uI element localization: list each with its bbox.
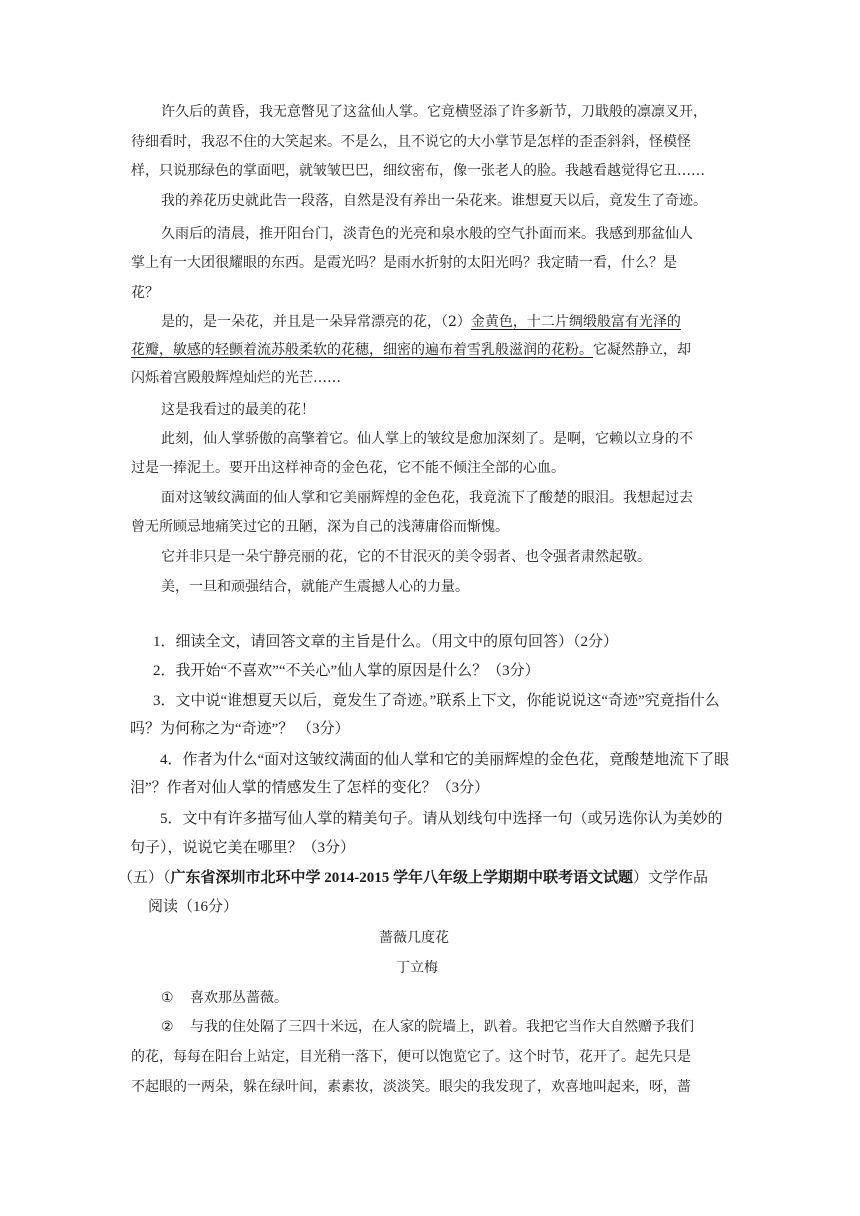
section-5-suffix: ）文学作品 <box>633 870 709 886</box>
section-5-prefix: （五）（ <box>118 870 171 886</box>
passage-p3-line2: 掌上有一大团很耀眼的东西。是霞光吗？是雨水折射的太阳光吗？我定睛一看，什么？是 <box>131 255 677 271</box>
question-4-line2: 泪”？作者对仙人掌的情感发生了怎样的变化？（3分） <box>130 780 490 796</box>
question-2: 2．我开始“不喜欢”“不关心”仙人掌的原因是什么？（3分） <box>153 663 540 679</box>
passage-p4-line2-plain: 它凝然静立，却 <box>593 342 691 358</box>
passage-p9: 美，一旦和顽强结合，就能产生震撼人心的力量。 <box>161 579 469 595</box>
passage-p2: 我的养花历史就此告一段落，自然是没有养出一朵花来。谁想夏天以后，竟发生了奇迹。 <box>161 193 707 209</box>
question-5-line1: 5．文中有许多描写仙人掌的精美句子。请从划线句中选择一句（或另选你认为美妙的 <box>160 811 723 827</box>
question-3-line2: 吗？为何称之为“奇迹”？ （3分） <box>130 721 350 737</box>
question-4-line1: 4．作者为什么“面对这皱纹满面的仙人掌和它的美丽辉煌的金色花，竟酸楚地流下了眼 <box>160 752 730 768</box>
passage-p5: 这是我看过的最美的花！ <box>161 402 315 418</box>
passage-p1-line3: 样，只说那绿色的掌面吧，就皱皱巴巴，细纹密布，像一张老人的脸。我越看越觉得它丑…… <box>131 163 705 179</box>
article-para2-line1: 与我的住处隔了三四十米远，在人家的院墙上，趴着。我把它当作大自然赠予我们 <box>190 1019 694 1035</box>
passage-p6-line2: 过是一捧泥土。要开出这样神奇的金色花，它不能不倾注全部的心血。 <box>131 460 565 476</box>
passage-p6-line1: 此刻，仙人掌骄傲的高擎着它。仙人掌上的皱纹是愈加深刻了。是啊，它赖以立身的不 <box>161 431 693 447</box>
question-3-line1: 3．文中说“谁想夏天以后，竟发生了奇迹。”联系上下文，你能说说这“奇迹”究竟指什么 <box>153 693 720 709</box>
question-5-line2: 句子），说说它美在哪里？（3分） <box>130 840 356 856</box>
article-para2-number: ② <box>161 1019 174 1035</box>
underlined-sentence-part2: 花瓣，敏感的轻颤着流苏般柔软的花穗，细密的遍布着雪乳般滋润的花粉。 <box>131 342 593 358</box>
section-5-source: 广东省深圳市北环中学 2014-2015 学年八年级上学期期中联考语文试题 <box>170 870 634 886</box>
passage-p7-line1: 面对这皱纹满面的仙人掌和它美丽辉煌的金色花，我竟流下了酸楚的眼泪。我想起过去 <box>161 490 693 506</box>
passage-p4-line1-plain: 是的，是一朵花，并且是一朵异常漂亮的花，（2） <box>161 314 471 330</box>
passage-p4-line1 <box>161 312 681 332</box>
article-para1-number: ① <box>161 990 174 1006</box>
article-title: 蔷薇几度花 <box>379 930 449 946</box>
passage-p3-line1: 久雨后的清晨，推开阳台门，淡青色的光亮和泉水般的空气扑面而来。我感到那盆仙人 <box>161 226 693 242</box>
section-5-heading-line2: 阅读（16分） <box>148 899 239 915</box>
passage-p4-line3: 闪烁着宫殿般辉煌灿烂的光芒…… <box>131 370 341 386</box>
section-5-heading <box>118 868 708 888</box>
passage-p3-line3: 花？ <box>131 285 159 301</box>
underlined-sentence-part1: 金黄色，十二片绸缎般富有光泽的 <box>470 314 681 330</box>
passage-p1-line1: 许久后的黄昏，我无意瞥见了这盆仙人掌。它竟横竖添了许多新节，刀戢般的凛凛叉开， <box>161 104 707 120</box>
passage-p4-line2 <box>131 340 691 360</box>
article-author: 丁立梅 <box>396 960 438 976</box>
article-para2-line2: 的花，每每在阳台上站定，目光稍一落下，便可以饱览它了。这个时节，花开了。起先只是 <box>131 1049 691 1065</box>
article-para1-text: 喜欢那丛蔷薇。 <box>190 990 288 1006</box>
question-1: 1．细读全文，请回答文章的主旨是什么。（用文中的原句回答）（2分） <box>153 634 619 650</box>
passage-p7-line2: 曾无所顾忌地痛笑过它的丑陋，深为自己的浅薄庸俗而惭愧。 <box>131 519 509 535</box>
passage-p8: 它并非只是一朵宁静亮丽的花，它的不甘泯灭的美令弱者、也令强者肃然起敬。 <box>161 549 651 565</box>
passage-p1-line2: 待细看时，我忍不住的大笑起来。不是么，且不说它的大小掌节是怎样的歪歪斜斜，怪模怪 <box>131 134 691 150</box>
article-para2-line3: 不起眼的一两朵，躲在绿叶间，素素妆，淡淡笑。眼尖的我发现了，欢喜地叫起来，呀，蔷 <box>131 1079 691 1095</box>
